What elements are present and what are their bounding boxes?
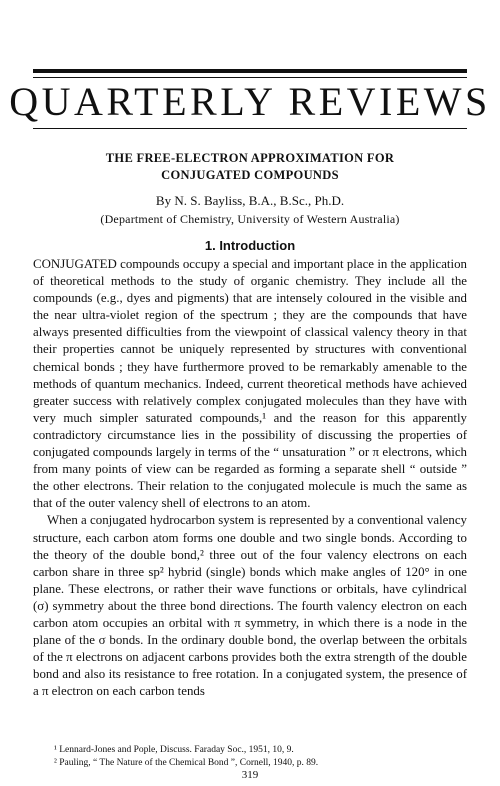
header-rule-thick — [33, 69, 467, 73]
footnotes — [33, 744, 467, 770]
section-heading: 1. Introduction — [204, 238, 296, 253]
article-title — [0, 150, 500, 184]
footnote-2: ² Pauling, “ The Nature of the Chemical Bond ”, Cornell, 1940, p. 89. — [54, 758, 319, 768]
article-title-line1: THE FREE-ELECTRON APPROXIMATION FOR — [105, 151, 395, 165]
paragraph-2: When a conjugated hydrocarbon system is represented by a conventional valency structure, each carbon atom forms one double and two single bonds. According to the theory of the double bond,² three out of the four valency electrons on each carbon share in three sp² hybrid (single) bonds which make angles of 120° in one plane. These electrons, or rather their wave functions or orbitals, have cylindrical (σ) symmetry about the three bond directions. The fourth valency electron on each carbon atom occupies an orbital with π symmetry, in which there is a node in the plane of the σ bonds. In the ordinary double bond, the overlap between the orbitals of the π electrons on adjacent carbons provides both the extra strength of the double bond and also its resistance to free rotation. In a conjugated system, the presence of a π electron on each carbon tends — [33, 513, 467, 699]
header-rule-bottom — [33, 128, 467, 129]
paragraph-1: CONJUGATED compounds occupy a special and important place in the application of theoretical methods to the study of organic chemistry. They include all the compounds (e.g., dyes and pigments) that are intensely coloured in the visible and the near ultra-violet region of the spectrum ; they are the compounds that have always presented difficulties from the viewpoint of classical valency theory in that their properties cannot be uniquely represented by structures with conventional chemical bonds ; they have furthermore proved to be remarkably amenable to the methods of quantum mechanics. Indeed, current theoretical methods have achieved greater success with relatively complex conjugated molecules than they have with very much simpler saturated compounds,¹ and the reason for this apparently contradictory circumstance lies in the possibility of discussing the properties of conjugated compounds largely in terms of the “ unsaturation ” or π electrons, which from many points of view can be regarded as forming a separate shell “ outside ” the other electrons. Their relation to the conjugated molecule is much the same as that of the outer valency shell of electrons to an atom. — [33, 257, 467, 511]
affiliation-line: (Department of Chemistry, University of Western Australia) — [100, 212, 400, 226]
page-number: 319 — [241, 769, 259, 781]
author-line: By N. S. Bayliss, B.A., B.Sc., Ph.D. — [155, 193, 345, 208]
footnote-1: ¹ Lennard-Jones and Pople, Discuss. Faraday Soc., 1951, 10, 9. — [54, 745, 294, 755]
body-text — [33, 256, 467, 700]
article-title-line2: CONJUGATED COMPOUNDS — [161, 168, 339, 182]
journal-title: QUARTERLY REVIEWS — [9, 79, 491, 124]
